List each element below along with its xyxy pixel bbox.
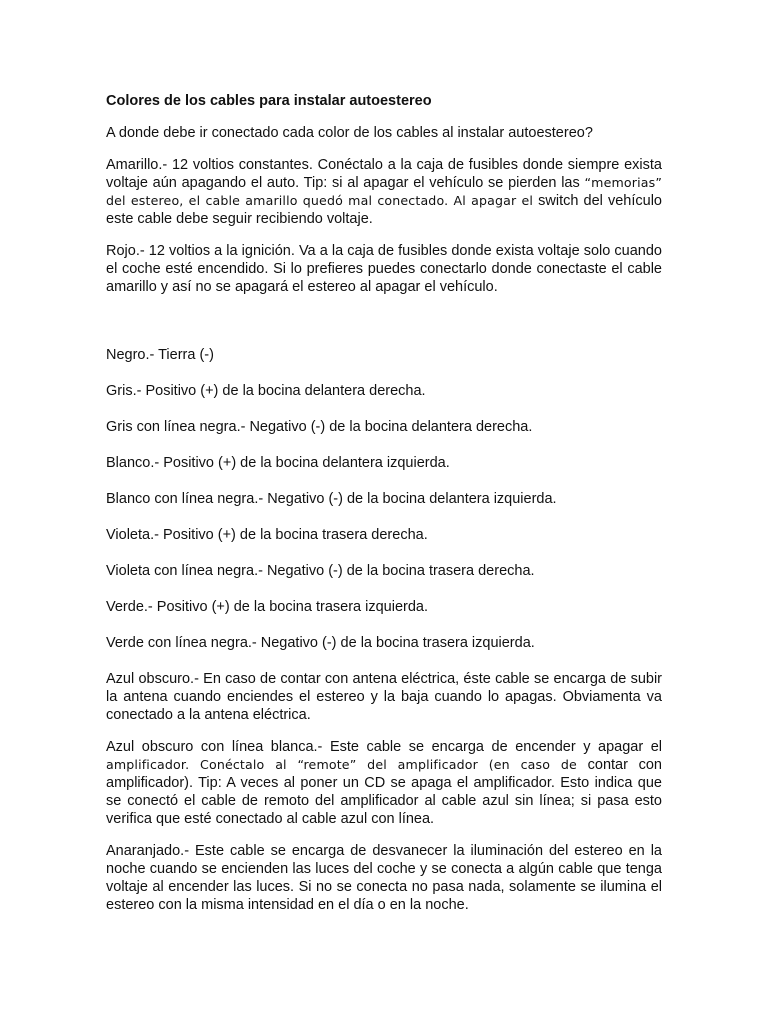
azul-blanca-text-2: amplificador. Conéctalo al “remote” del amplificador (en caso de	[106, 757, 577, 772]
document-title: Colores de los cables para instalar autoestereo	[106, 93, 432, 109]
paragraph-amarillo	[106, 156, 662, 228]
paragraph-gris-negra: Gris con línea negra.- Negativo (-) de la bocina delantera derecha.	[106, 419, 533, 435]
paragraph-violeta-negra: Violeta con línea negra.- Negativo (-) de la bocina trasera derecha.	[106, 563, 535, 579]
paragraph-verde-negra: Verde con línea negra.- Negativo (-) de la bocina trasera izquierda.	[106, 635, 535, 651]
paragraph-azul-obscuro: Azul obscuro.- En caso de contar con antena eléctrica, éste cable se encarga de subir la antena cuando enciendes el estereo y la baja cuando lo apagas. Obviamenta va conectado a la antena eléctrica.	[106, 671, 662, 723]
paragraph-azul-blanca	[106, 738, 662, 828]
paragraph-blanco-negra: Blanco con línea negra.- Negativo (-) de la bocina delantera izquierda.	[106, 491, 557, 507]
intro-question: A donde debe ir conectado cada color de los cables al instalar autoestereo?	[106, 125, 593, 141]
blank-space	[106, 310, 662, 346]
amarillo-text-3: switch del vehículo este cable debe seguir recibiendo voltaje.	[106, 193, 662, 227]
amarillo-text-1: Amarillo.- 12 voltios constantes. Conéctalo a la caja de fusibles donde siempre exista voltaje aún apagando el auto. Tip: si al apagar el vehículo se pierden las	[106, 157, 662, 191]
paragraph-violeta: Violeta.- Positivo (+) de la bocina trasera derecha.	[106, 527, 428, 543]
paragraph-gris: Gris.- Positivo (+) de la bocina delantera derecha.	[106, 383, 426, 399]
paragraph-rojo: Rojo.- 12 voltios a la ignición. Va a la caja de fusibles donde exista voltaje solo cuando el coche esté encendido. Si lo prefieres puedes conectarlo donde conectaste el cable amarillo y así no se apagará el estereo al apagar el vehículo.	[106, 243, 662, 295]
paragraph-blanco: Blanco.- Positivo (+) de la bocina delantera izquierda.	[106, 455, 450, 471]
paragraph-anaranjado: Anaranjado.- Este cable se encarga de desvanecer la iluminación del estereo en la noche cuando se encienden las luces del coche y se conecta a algún cable que tenga voltaje al encender las luces. Si no se conecta no pasa nada, solamente se ilumina el estereo con la misma intensidad en el día o en la noche.	[106, 843, 662, 913]
azul-blanca-text-1: Azul obscuro con línea blanca.- Este cable se encarga de encender y apagar el	[106, 739, 662, 755]
azul-blanca-text-3: contar con amplificador). Tip: A veces al poner un CD se apaga el amplificador. Esto indica que se conectó el cable de remoto del amplificador al cable azul sin línea; si pasa esto verifica que esté conectado al cable azul con línea.	[106, 757, 662, 827]
document-page	[106, 92, 662, 928]
amarillo-text-2: “memorias” del estereo, el cable amarillo quedó mal conectado. Al apagar el	[106, 175, 662, 208]
paragraph-verde: Verde.- Positivo (+) de la bocina trasera izquierda.	[106, 599, 428, 615]
paragraph-negro: Negro.- Tierra (-)	[106, 347, 214, 363]
